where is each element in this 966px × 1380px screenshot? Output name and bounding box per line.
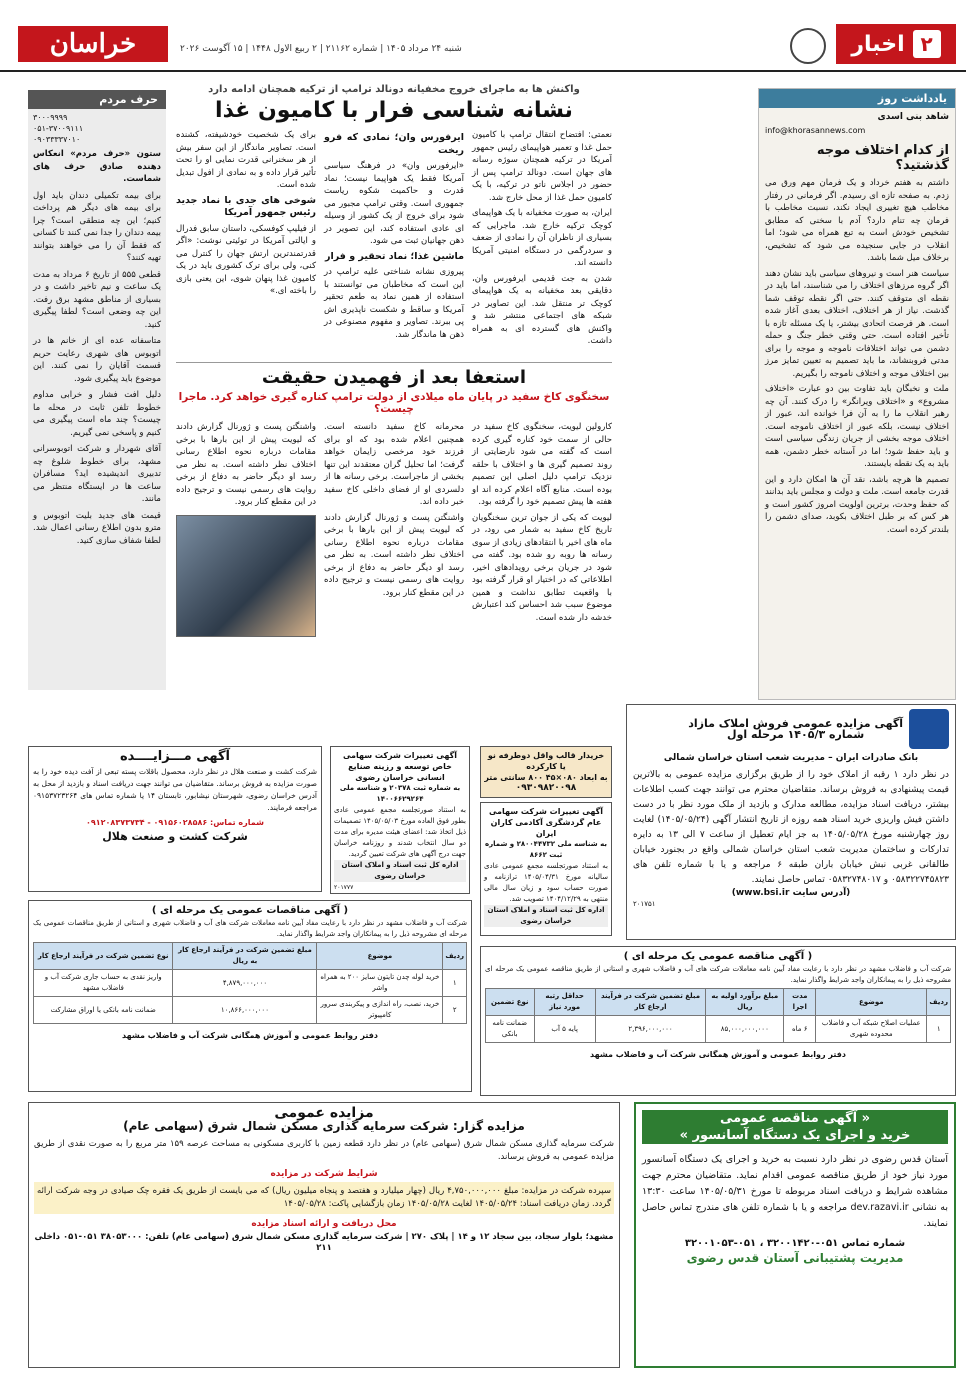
lead-story — [176, 84, 612, 354]
ad-title: آگهی تغییرات شرکت سهامی خاص توسعه و رزینه صنایع انسانی خراسان رضوی — [342, 751, 458, 782]
lead-subhead: شوخی های جدی با نماد جدید رئیس جمهور آمریکا — [176, 194, 316, 218]
table-cell: خرید لوله چدن تایتون سایز ۲۰۰ به همراه واشر — [317, 970, 443, 997]
ad-body: شرکت سرمایه گذاری مسکن شمال شرق (سهامی عام) در نظر دارد قطعه زمین با کاربری مسکونی به مساحت عرصه ۱۵۹ متر مربع را به صورت نقدی از طریق مزایده عمومی به فروش برساند. — [34, 1139, 614, 1162]
table-cell: ضمانت نامه بانکی یا اوراق مشارکت — [34, 997, 173, 1024]
tender-table — [485, 988, 951, 1043]
ad-code: ۲۰۱۷۵۱ — [633, 900, 656, 908]
table-cell: ۶ ماه — [784, 1016, 816, 1043]
ad-title: « آگهی مناقصه عمومی — [642, 1110, 948, 1127]
table-row — [34, 997, 467, 1024]
ad-title: مزایده عمومی — [274, 1105, 374, 1121]
table-header: موضوع — [816, 989, 927, 1016]
lead-kicker: واکنش ها به ماجرای خروج مخفیانه دونالد ترامپ از ترکیه همچنان ادامه دارد — [208, 84, 580, 95]
ad-footer: مدیریت پشتیبانی آستان قدس رضوی — [686, 1251, 904, 1265]
changes-ad-2 — [480, 802, 612, 936]
table-cell: واریز نقدی به حساب جاری شرکت آب و فاضلاب مشهد — [34, 970, 173, 997]
table-cell: ۸۵,۰۰۰,۰۰۰,۰۰۰ — [706, 1016, 784, 1043]
water-tender-ad-1 — [28, 900, 472, 1092]
changes-ad-1 — [330, 746, 470, 894]
notebook-paragraph: داشتم به هفتم خرداد و یک فرمان مهم ورق می زدم. به صفحه تاز‌ه ای رسیدم. اگر فرمانی در رفتار مخاطب هیچ تغییری ایجاد نکند، نسبت مخاطب با فرمان چه تنام دارد؟ آدم با سخنی که مطابق تشخیص خودش است به تبع همراه می شود؛ اما انقلاب در جایی سنجیده می شود که تشخیص، برخلاف میل شما باشد. — [765, 178, 949, 263]
table-header: موضوع — [317, 943, 443, 970]
people-intro: ستون «حرف مردم» انعکاس دهنده صادق حرف های شماست. — [33, 149, 161, 184]
table-header: نوع تضمین شرکت در فرآیند ارجاع کار — [34, 943, 173, 970]
lead-paragraph: برای یک شخصیت خودشیفته، کشنده است. تصاویر ماندگار از این سفر بیش از هر سخنرانی قدرت نمایی او را تحت تأثیر قرار داده و به نمادی از افول تبدیل شده است. — [176, 130, 316, 190]
ad-title: ( آگهی مناقصات عمومی یک مرحله ای ) — [151, 905, 349, 916]
ad-subtitle: مزایده گزار: شرکت سرمایه گذاری مسکن شمال شرق (سهامی عام) — [123, 1119, 525, 1133]
section-badge — [836, 24, 956, 64]
ad-conditions: سپرده شرکت در مزایده: مبلغ ۴,۷۵۰,۰۰۰,۰۰۰ ریال (چهار میلیارد و هفتصد و پنجاه میلیون ریال) که می بایست از طریق یک فقره چک صیادی در وجه شرکت ارائه گردد. زمان دریافت اسناد: ۱۴۰۵/۰۵/۲۴ لغایت ۱۴۰۵/۰۵/۲۸ زمان بازگشایی پاکت: ۱۴۰۵/۰۵/۲۸ — [34, 1182, 614, 1214]
table-header: مدت اجرا — [784, 989, 816, 1016]
lead-title: نشانه شناسی فرار با کامیون غذا — [215, 98, 573, 123]
table-cell: ۴,۸۷۹,۰۰۰,۰۰۰ — [173, 970, 317, 997]
helal-auction-ad — [28, 746, 322, 892]
second-deck: سخنگوی کاخ سفید در پایان ماه میلادی از دولت ترامپ کناره گیری خواهد کرد. ماجرا چیست؟ — [178, 391, 610, 415]
second-paragraph: لیویت که یکی از جوان ترین سخنگویان تاریخ کاخ سفید به شمار می رود، در ماه های اخیر با انتقادهای زیادی از سوی رسانه ها روبه رو شده بود. گفته می شود در جریان برخی رویدادهای اخیر، اطلاعاتی که در اختیار او قرار گرفته بود با واقعیت تطابق نداشت و همین موضوع سبب شد احساس کند اعتبارش خدشه دار شده است. — [472, 512, 612, 623]
ad-phone: ۰۹۳۰۹۸۲۰۰۹۸ — [515, 783, 577, 793]
ad-title: آگهی تغییرات شرکت سهامی عام گردشگری آکادمی کاران ایران — [488, 807, 604, 838]
newspaper-logo: خراسان — [18, 26, 168, 62]
table-cell: ۱۰,۸۶۶,۰۰۰,۰۰۰ — [173, 997, 317, 1024]
people-item: قطعی ۵۵۵ از تاریخ ۶ مرداد به مدت یک ساعت و نیم تاخیر داشت و در بسیاری از مناطق مشهد برق رفت. این چه وضعی است؟ لطفا پیگیری کنید. — [33, 269, 161, 330]
table-header: حداقل رتبه مورد نیاز — [534, 989, 595, 1016]
ad-title: ( آگهی مناقصه عمومی یک مرحله ای ) — [623, 951, 813, 962]
people-item: دلیل افت فشار و خرابی مداوم خطوط تلفن ثابت در محله ما چیست؟ چند ماه است پیگیری می کنیم و پاسخی نمی گیریم. — [33, 390, 161, 438]
razavi-tender-ad — [634, 1102, 956, 1368]
people-item: متاسفانه عده ای از خانم ها در اتوبوس های شهری رعایت حریم قسمت آقایان را نمی کنند. این موضوع باید پیگیری شود. — [33, 336, 161, 384]
ad-phones: شماره تماس: ۰۹۱۵۶۰۲۸۵۸۶ - ۰۹۱۲۰۸۳۷۳۷۳۴ — [86, 818, 264, 827]
people-item: قیمت های جدید بلیت اتوبوس و مترو بدون اطلاع رسانی اعمال شد. لطفا شفاف سازی کنید. — [33, 510, 161, 546]
buyer-ad — [480, 746, 612, 798]
table-cell: ضمانت نامه بانکی — [486, 1016, 535, 1043]
page-number: ۲ — [913, 30, 941, 58]
table-cell: عملیات اصلاح شبکه آب و فاضلاب محدوده شهری — [816, 1016, 927, 1043]
globe-icon — [790, 28, 826, 64]
dateline: شنبه ۲۴ مرداد ۱۴۰۵ | شماره ۲۱۱۶۲ | ۲ ربیع الاول ۱۴۴۸ | ۱۵ آگوست ۲۰۲۶ — [180, 44, 462, 54]
people-column — [28, 90, 166, 690]
people-header: حرف مردم — [28, 90, 166, 109]
bank-auction-ad — [626, 704, 956, 940]
bank-logo-icon — [909, 709, 949, 749]
ad-intro: شرکت آب و فاضلاب مشهد در نظر دارد با رعایت مفاد آیین نامه معاملات شرکت های آب و فاضلاب شهری و استانی از طریق مناقصات عمومی یک مرحله ای مشروحه ذیل را به پیمانکاران واجد شرایط واگذار نماید. — [33, 919, 467, 938]
table-header: مبلغ تضمین شرکت در فرآیند ارجاع کار به ریال — [173, 943, 317, 970]
delivery-header: محل دریافت و ارائه اسناد مزایده — [251, 1219, 397, 1229]
table-header: نوع تضمین — [486, 989, 535, 1016]
ad-title: خریدار قالب واقل دوطرفه نو یا کارکرده — [487, 751, 605, 771]
second-title: استعفا بعد از فهمیدن حقیقت — [261, 367, 527, 388]
table-cell: پایه ۵ آب — [534, 1016, 595, 1043]
people-item: آقای شهردار و شرکت اتوبوسرانی مشهد، برای خطوط شلوغ چه تدبیری اندیشیده اید؟ مسافران ساعت ها در ایستگاه منتظر می مانند. — [33, 444, 161, 504]
ad-body: به استناد صورتجلسه مجمع عمومی عادی بطور فوق العاده مورخ ۱۴۰۵/۰۵/۰۳ تصمیمات ذیل اتخاذ شد: اعضای هیئت مدیره برای مدت دو سال انتخاب شدند و روزنامه خراسان جهت درج آگهی های شرکت تعیین گردید. — [334, 806, 466, 858]
table-cell: خرید، نصب، راه اندازی و پیکربندی سرور کامپیوتر — [317, 997, 443, 1024]
ad-body: شرکت کشت و صنعت هلال در نظر دارد، محصول باقلات پسته تبعی از آفت دیده خود را به صورت مزایده به فروش برساند. متقاضیان می توانند جهت دریافت اسناد و بازدید از محل به آدرس خراسان رضوی، شهرستان نیشابور، تابستان ۱۴ یا شماره تماس های ۰۹۱۵۳۷۲۳۲۶۴ مراجعه فرمایند. — [33, 767, 317, 812]
lead-paragraph: از فیلیپ کوفسکی، داستان سابق فدرال و ایالتی آمریکا در توئیتی نوشت: «اگر قدرتمندترین ارتش جهان را کنترل می کنی، ولی برای ترک کشوری باید در یک کامیون غذا پنهان شوی، این یعنی بازی را باخته ای.» — [176, 223, 316, 296]
lead-paragraph: ایران، به صورت مخفیانه با یک هواپیمای کوچک ترکیه خارج شد. ماجرایی که بسیاری از ناظران آن را نمادی از ضعف و سردرگمی در دستگاه امنیتی آمریکا دانسته اند. — [472, 208, 612, 268]
whatsapp-number: ۰۹۰۳۳۳۳۷۰۱۰ — [33, 135, 81, 144]
notebook-paragraph: ملت و نخبگان باید تفاوت بین دو عبارت «اختلاف مشروع» و «اختلاف ویرانگر» را درک کنند. آن چه رهبر انقلاب ما را به آن فرا خوانده اند، عبور از اختلاف نیست، بلکه عبور از اختلاف ناموجه است. اختلاف موجه بخشی از جریان زندگی سیاسی است و باید حفظ شود؛ اما در آستانه خطر دشمن، همه باید به یک نقطه بایستند. — [765, 384, 949, 469]
second-paragraph: واشنگتن پست و ژورنال گزارش دادند که لیویت پیش از این بارها با برخی مقامات درباره نحوه اطلاع رسانی اختلاف نظر داشته است. به نظر می رسد او دیگر حاضر به دفاع از برخی روایت های رسمی نیست و ترجیح داده در این مقطع کنار برود. — [176, 422, 316, 507]
second-paragraph: کارولین لیویت، سخنگوی کاخ سفید در حالی از سمت خود کناره گیری کرده است که گفته می شود نارضایتی از روند تصمیم گیری ها و اختلاف با حلقه نزدیک ترامپ دلیل اصلی این تصمیم بوده است. منابع آگاه اعلام کرده اند او هفته ها پیش تصمیم خود را گرفته بود. — [472, 422, 612, 507]
lead-paragraph: «ایرفورس وان» در فرهنگ سیاسی آمریکا فقط یک هواپیما نیست؛ نماد قدرت و حاکمیت شکوه ریاست جمهوری است. وقتی ترامپ مجبور می شود برای خروج از یک کشور از وسیله ای عادی استفاده کند، این تصویر در ذهن جهانیان ثبت می شود. — [324, 161, 464, 246]
ad-code: ۲۰۱۷۷۷ — [334, 884, 354, 891]
people-item: برای بیمه تکمیلی دندان باید اول برای بیمه های دیگر هم پرداخت کنیم؛ این چه منطقی است؟ چرا بیمه دندان را جدا نمی کنند تا کسانی که فقط آن را می خواهند بتوانند تهیه کنند؟ — [33, 190, 161, 263]
lead-subhead: ماشین غذا؛ نماد تحقیر و فرار — [325, 250, 464, 262]
ad-address: مشهد؛ بلوار سجاد، بین سجاد ۱۲ و ۱۴ | پلاک ۲۷۰ | شرکت سرمایه گذاری مسکن شمال شرق (سهامی عام) تلفن: ۳۸۰۵۳۰۰۰ ۰۵۱-۰۵۱ داخلی ۲۱۱ — [34, 1232, 614, 1253]
notebook-paragraph: تصمیم ها هرچه باشد، نقد آن ها امکان دارد و این قدرت جامعه است. ملت و دولت و مجلس باید بدانند که حفظ وحدت، برترین اولویت امروز کشور است و هر کس که بر طبل اختلاف بکوبد، صدای دشمن را بلندتر کرده است. — [765, 474, 949, 535]
ad-id: به شماره ثبت ۲۰۳۷۸ و شناسه ملی ۱۴۰۰۶۶۲۹۲۶۴ — [339, 784, 461, 803]
ad-detail: به ابعاد ۰۸۰×۴۵ ۸۰۰ سانتی متر — [484, 773, 608, 782]
second-paragraph: محرمانه کاخ سفید دانسته است. همچنین اعلام شده بود که او برای فرزند خود مرخصی زایمان خواهد گرفت؛ اما تحلیل گران معتقدند این تنها بخشی از ماجراست. برخی رسانه ها از دلسردی او از فضای داخلی کاخ سفید خبر داده اند. — [324, 422, 464, 507]
notebook-column — [758, 88, 956, 700]
sms-number: ۳۰۰۰۹۹۹۹ — [33, 113, 68, 122]
lead-subhead: ایرفورس وان؛ نمادی که فرو ریخت — [324, 132, 464, 156]
bank-ad-title: آگهی مزایده عمومی فروش املاک مازاد — [688, 717, 903, 730]
table-cell: ۱ — [443, 970, 467, 997]
table-row — [486, 1016, 951, 1043]
ad-footer: دفتر روابط عمومی و آموزش همگانی شرکت آب و فاضلاب مشهد — [589, 1050, 846, 1059]
lead-paragraph: پیروزی نشانه شناختی علیه ترامپ در این است که مخاطبان می توانستند با استفاده از همین نماد به طعم تحقیر آمریکا و ساقط و شکست ناپذیری اش پی ببرند. تصاویر و مفهوم مصنوعی در ذهن ها ماندگار شد. — [324, 267, 464, 340]
bank-org: بانک صادرات ایران – مدیریت شعب استان خراسان شمالی — [663, 753, 919, 763]
table-cell: ۲,۳۹۶,۰۰۰,۰۰۰ — [595, 1016, 705, 1043]
news-photo — [176, 515, 316, 637]
conditions-header: شرایط شرکت در مزایده — [270, 1169, 378, 1179]
table-header: ردیف — [927, 989, 951, 1016]
table-cell: ۲ — [443, 997, 467, 1024]
lead-paragraph: نعمتی: افتضاح انتقال ترامپ با کامیون حمل غذا و تعمیر هواپیمای رئیس جمهور آمریکا در ترکیه همچنان سوژه رسانه های جهان است. دونالد ترامپ پس از حضور در اجلاس ناتو در ترکیه، با یک کامیون حمل غذا از محل خارج شد. — [472, 130, 612, 203]
ad-footer: دفتر روابط عمومی و آموزش همگانی شرکت آب و فاضلاب مشهد — [121, 1031, 378, 1040]
ad-subtitle: خرید و اجرای یک دستگاه آسانسور » — [642, 1127, 948, 1144]
table-row — [34, 970, 467, 997]
bank-body: در نظر دارد ۱ رقبه از املاک خود را از طریق برگزاری مزایده عمومی به بالاترین قیمت پیشنهادی به فروش برساند. متقاضیان محترم می توانند جهت کسب اطلاعات بیشتر، دریافت اسناد مزایده، مطالعه مدارک و بازدید از ملک مورد نظر با در دست داشتن فیش واریزی خرید اسناد همه روزه از تاریخ انتشار آگهی (۱۴۰۵/۰۵/۲۴) لغایت روز چهارشنبه مورخ ۱۴۰۵/۰۵/۲۸ به جز ایام تعطیل از ساعت ۷ الی ۱۳ به دایره تدارکات و ساختمان مدیریت شعب استان خراسان شمالی واقع در بجنورد خیابان طالقانی غربی نبش خیابان باران طبقه ۶ مراجعه و یا با شماره تلفن های ۰۵۸۳۲۲۷۴۵۸۲۳ و ۰۵۸۳۲۷۴۸۰۱۷ تماس حاصل نمایند. — [633, 770, 950, 885]
water-tender-ad-2 — [480, 946, 956, 1096]
ad-phones: شماره تماس ۰۵۱-۳۲۰۰۱۴۲۰ ، ۰۵۱-۳۲۰۰۱۰۵۳ — [684, 1238, 906, 1249]
housing-auction-ad — [28, 1102, 620, 1368]
ad-title: آگهی مـــزایــــده — [119, 749, 231, 764]
ad-body: آستان قدس رضوی در نظر دارد نسبت به خرید و اجرای یک دستگاه آسانسور مورد نیاز خود از طریق مناقصه عمومی اقدام نماید. متقاضیان محترم جهت مشاهده شرایط و دریافت اسناد مربوطه تا مورخ ۱۴۰۵/۰۵/۳۱ ساعت ۱۳:۳۰ به نشانی dev.razavi.ir مراجعه و یا با شماره تلفن های مندرج تماس حاصل نمایند. — [642, 1154, 948, 1229]
tender-table — [33, 942, 467, 1024]
table-header: ردیف — [443, 943, 467, 970]
phone-number: ۰۵۱-۳۷۰۰۹۱۱۱ — [33, 124, 84, 133]
ad-office: اداره کل ثبت اسناد و املاک استان خراسان رضوی — [334, 860, 466, 882]
author-name: شاهد بنی اسدی — [877, 112, 949, 122]
section-label: اخبار — [851, 31, 905, 57]
second-paragraph: واشنگتن پست و ژورنال گزارش دادند که لیویت پیش از این بارها با برخی مقامات درباره نحوه اطلاع رسانی اختلاف نظر داشته است. به نظر می رسد او دیگر حاضر به دفاع از برخی روایت های رسمی نیست و ترجیح داده در این مقطع کنار برود. — [324, 512, 464, 598]
lead-paragraph: شدن به جت قدیمی ایرفورس وان، دقایقی بعد مخفیانه به یک هواپیمای کوچک تر منتقل شد. این تصاویر در شبکه های اجتماعی منتشر شد و واکنش های گسترده ای به همراه داشت. — [472, 273, 612, 346]
ad-id: به شناسه ملی ۲۸۰۰۴۴۷۳۲ و شماره ثبت ۸۶۶۲ — [484, 840, 607, 859]
ad-office: اداره کل ثبت اسناد و املاک استان خراسان رضوی — [484, 905, 608, 927]
notebook-title: از کدام اختلاف موجه گذشتید؟ — [816, 143, 949, 173]
bank-ad-subtitle: شماره ۱۴۰۵/۳ مرحله اول — [727, 728, 865, 741]
table-header: مبلغ تضمین شرکت در فرآیند ارجاع کار — [595, 989, 705, 1016]
ad-body: به استناد صورتجلسه مجمع عمومی عادی سالیانه مورخ ۱۴۰۵/۰۴/۳۱ ترازنامه و صورت حساب سود و زیان سال مالی منتهی به ۱۴۰۴/۱۲/۲۹ تصویب شد. — [484, 862, 608, 903]
bank-site: (آدرس سایت www.bsi.ir) — [731, 888, 851, 898]
ad-footer: شرکت کشت و صنعت هلال — [102, 830, 248, 843]
table-cell: ۱ — [927, 1016, 951, 1043]
second-story — [176, 362, 612, 727]
notebook-header: یادداشت روز — [759, 89, 955, 108]
ad-intro: شرکت آب و فاضلاب مشهد در نظر دارد با رعایت مفاد آیین نامه معاملات شرکت های آب و فاضلاب شهری و استانی از طریق مناقصه عمومی یک مرحله ای مشروحه ذیل را به پیمانکاران واجد شرایط واگذار نماید. — [485, 965, 951, 984]
table-header: مبلغ برآورد اولیه به ریال — [706, 989, 784, 1016]
notebook-paragraph: سیاست هنر است و نیروهای سیاسی باید نشان دهند اگر گروه مرزهای اختلاف را می شناسند، اما باید در نقطه ای متوقف کنند. حتی اگر نقطه توقف شما گذشت. نیاز از هر اختلاف، اختلاف بعدی آغاز شده است. هر فرصت اتحادی بیشتر، یا یک مسئله تازه با تأخیر افتاده است. حتی وقتی خطر جنگ و حمله دشمن می تواند اختلافات ناموجه و موجه را برای مدتی فروبنشاند، ما باید تصمیم به تعیین تمایز مرز بین اختلاف موجه و اختلاف ناموجه را بگیریم. — [765, 268, 949, 379]
author-email: info@khorasannews.com — [765, 126, 866, 135]
